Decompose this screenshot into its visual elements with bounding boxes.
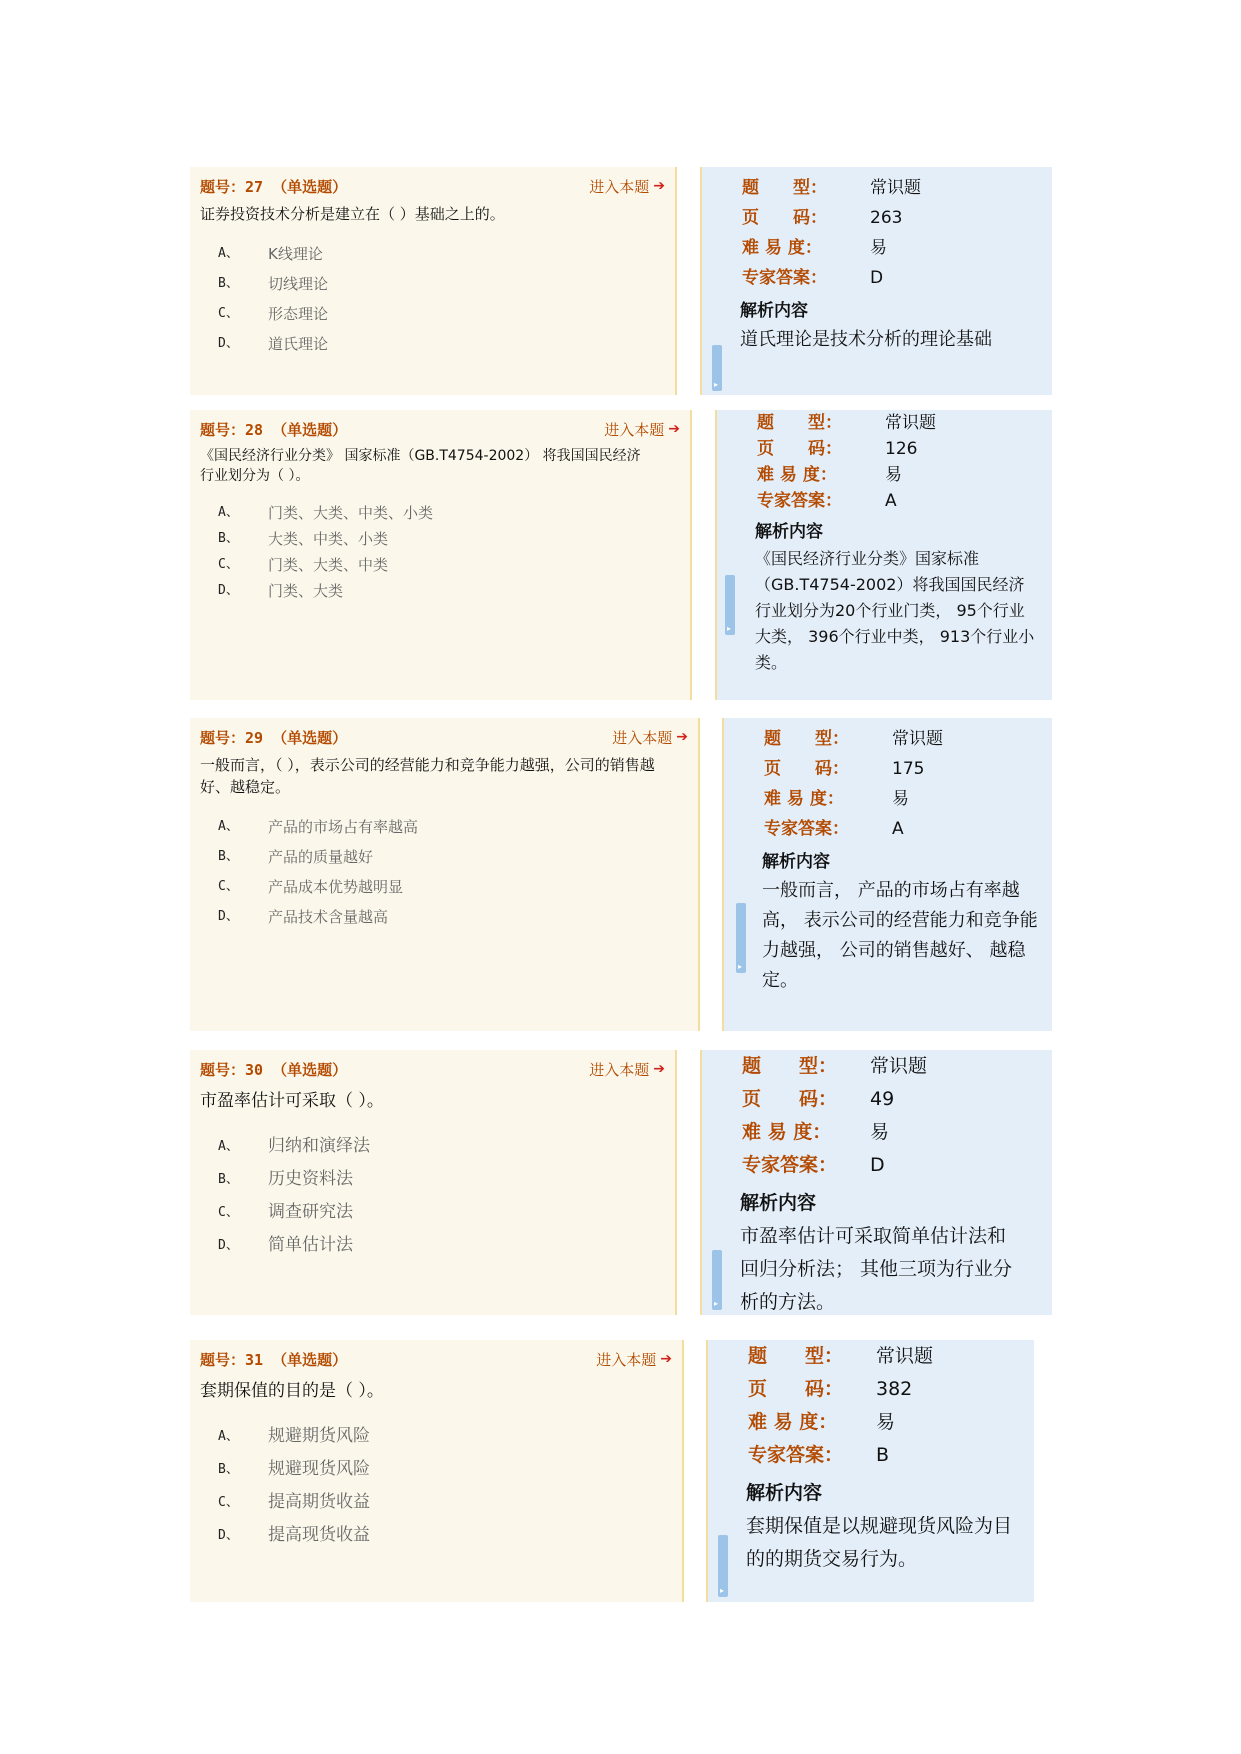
option-item: D、 提高现货收益 (218, 1525, 370, 1545)
right-arrow-icon: ➔ (653, 1061, 665, 1077)
page-number: 49 (870, 1088, 895, 1110)
analysis-title: 解析内容 (740, 301, 808, 321)
analysis-text: 《国民经济行业分类》国家标准 （GB.T4754-2002）将我国国民经济行业划分为20个行业门类， 95个行业大类， 396个行业中类， 913个行业小类。 (755, 549, 1035, 672)
question-number: 题号：29 （单选题） (200, 728, 348, 747)
page-number: 263 (870, 208, 903, 228)
question-number: 题号：27 （单选题） (200, 177, 348, 196)
options-list (200, 1130, 665, 1262)
question-text: 《国民经济行业分类》 国家标准（GB.T4754-2002） 将我国国民经济行业划分为（ ）。 (200, 448, 641, 484)
scroll-arrow-icon: ▸ (714, 1299, 719, 1308)
info-panel: 题 型： 常识题 页 码： 382 难 易 度： 易 专家答案： B 解析内容 套期保值是以规避现货风险为目的的期货交易行为。 ▸ (706, 1340, 1034, 1602)
enter-question-link[interactable]: 进入本题 ➔ (589, 1060, 665, 1079)
question-text: 套期保值的目的是（ ）。 (200, 1381, 384, 1401)
question-type: 常识题 (870, 178, 921, 198)
difficulty: 易 (892, 789, 909, 809)
scrollbar[interactable] (736, 903, 746, 973)
option-item: D、 简单估计法 (218, 1235, 353, 1255)
right-arrow-icon: ➔ (653, 178, 665, 194)
enter-question-link[interactable]: 进入本题 ➔ (589, 177, 665, 196)
options-list (200, 500, 680, 604)
expert-answer: D (870, 268, 884, 288)
options-list (200, 1420, 672, 1552)
divider (682, 1340, 684, 1602)
scrollbar[interactable] (712, 345, 722, 391)
question-panel (190, 718, 698, 1031)
difficulty: 易 (885, 465, 902, 485)
analysis-text: 套期保值是以规避现货风险为目的的期货交易行为。 (746, 1515, 1013, 1570)
question-panel (190, 167, 675, 395)
page-number: 382 (876, 1378, 913, 1400)
question-type: 常识题 (876, 1345, 934, 1367)
scrollbar[interactable] (712, 1250, 722, 1310)
question-number: 题号：30 （单选题） (200, 1060, 348, 1079)
enter-question-link[interactable]: 进入本题 ➔ (612, 728, 688, 747)
scroll-arrow-icon: ▸ (714, 380, 719, 389)
expert-answer: A (885, 491, 897, 511)
expert-answer: A (892, 819, 904, 839)
question-type: 常识题 (892, 729, 943, 749)
info-panel: 题 型： 常识题 页 码： 49 难 易 度： 易 专家答案： D 解析内容 市盈率估计可采取简单估计法和回归分析法； 其他三项为行业分析的方法。 ▸ (700, 1050, 1052, 1315)
question-number: 题号：31 （单选题） (200, 1350, 348, 1369)
difficulty: 易 (870, 238, 887, 258)
option-item: C、 形态理论 (218, 305, 329, 323)
scroll-arrow-icon: ▸ (720, 1586, 725, 1595)
question-text: 证券投资技术分析是建立在（ ）基础之上的。 (200, 205, 505, 223)
scrollbar[interactable] (725, 575, 735, 635)
analysis-title: 解析内容 (746, 1482, 823, 1504)
option-item: B、 大类、中类、小类 (218, 530, 389, 548)
divider (690, 410, 692, 700)
analysis-title: 解析内容 (762, 852, 830, 872)
page-number: 126 (885, 439, 918, 459)
option-item: A、 K线理论 (218, 245, 323, 263)
right-arrow-icon: ➔ (660, 1351, 672, 1367)
option-item: C、 提高期货收益 (218, 1492, 370, 1512)
question-number: 题号：28 （单选题） (200, 420, 348, 439)
right-arrow-icon: ➔ (668, 421, 680, 437)
question-type: 常识题 (885, 413, 936, 433)
option-item: A、 门类、大类、中类、小类 (218, 504, 434, 522)
option-item: B、 历史资料法 (218, 1169, 353, 1189)
question-text: 市盈率估计可采取（ ）。 (200, 1091, 384, 1111)
analysis-title: 解析内容 (740, 1192, 817, 1214)
option-item: C、 门类、大类、中类 (218, 556, 389, 574)
question-text: 一般而言，（ ），表示公司的经营能力和竞争能力越强，公司的销售越好、越稳定。 (200, 756, 655, 796)
difficulty: 易 (870, 1121, 890, 1143)
info-panel: 题 型： 常识题 页 码： 175 难 易 度： 易 专家答案： A 解析内容 一般而言， 产品的市场占有率越高， 表示公司的经营能力和竞争能力越强， 公司的销售越好、 越稳定。 ▸ (722, 718, 1052, 1031)
option-item: A、 归纳和演绎法 (218, 1136, 370, 1156)
question-panel (190, 1050, 675, 1315)
page-number: 175 (892, 759, 925, 779)
question-panel (190, 410, 690, 700)
difficulty: 易 (876, 1411, 896, 1433)
enter-question-link[interactable]: 进入本题 ➔ (604, 420, 680, 439)
option-item: C、 调查研究法 (218, 1202, 353, 1222)
option-item: A、 产品的市场占有率越高 (218, 818, 419, 836)
options-list (200, 812, 688, 932)
option-item: B、 规避现货风险 (218, 1459, 370, 1479)
option-item: C、 产品成本优势越明显 (218, 878, 404, 896)
divider (675, 167, 677, 395)
option-item: B、 产品的质量越好 (218, 848, 374, 866)
scrollbar[interactable] (718, 1535, 728, 1597)
info-panel: 题 型： 常识题 页 码： 263 难 易 度： 易 专家答案： D 解析内容 道氏理论是技术分析的理论基础 ▸ (700, 167, 1052, 395)
enter-question-link[interactable]: 进入本题 ➔ (596, 1350, 672, 1369)
scroll-arrow-icon: ▸ (727, 624, 732, 633)
info-panel: 题 型： 常识题 页 码： 126 难 易 度： 易 专家答案： A 解析内容 《国民经济行业分类》国家标准 （GB.T4754-2002）将我国国民经济行业划分为20个行业门类， 95个行业大类， 396个行业中类， 913个行业小类。 ▸ (715, 410, 1052, 700)
analysis-title: 解析内容 (755, 522, 823, 542)
option-item: A、 规避期货风险 (218, 1426, 370, 1446)
divider (698, 718, 700, 1031)
option-item: B、 切线理论 (218, 275, 329, 293)
question-type: 常识题 (870, 1055, 928, 1077)
right-arrow-icon: ➔ (676, 729, 688, 745)
analysis-text: 市盈率估计可采取简单估计法和回归分析法； 其他三项为行业分析的方法。 (740, 1225, 1013, 1313)
analysis-text: 道氏理论是技术分析的理论基础 (740, 329, 992, 350)
scroll-arrow-icon: ▸ (738, 962, 743, 971)
analysis-text: 一般而言， 产品的市场占有率越高， 表示公司的经营能力和竞争能力越强， 公司的销售越好、 越稳定。 (762, 880, 1038, 991)
divider (675, 1050, 677, 1315)
expert-answer: B (876, 1444, 890, 1466)
option-item: D、 门类、大类 (218, 582, 344, 600)
question-panel (190, 1340, 682, 1602)
option-item: D、 产品技术含量越高 (218, 908, 389, 926)
options-list (200, 239, 665, 359)
option-item: D、 道氏理论 (218, 335, 329, 353)
expert-answer: D (870, 1154, 885, 1176)
